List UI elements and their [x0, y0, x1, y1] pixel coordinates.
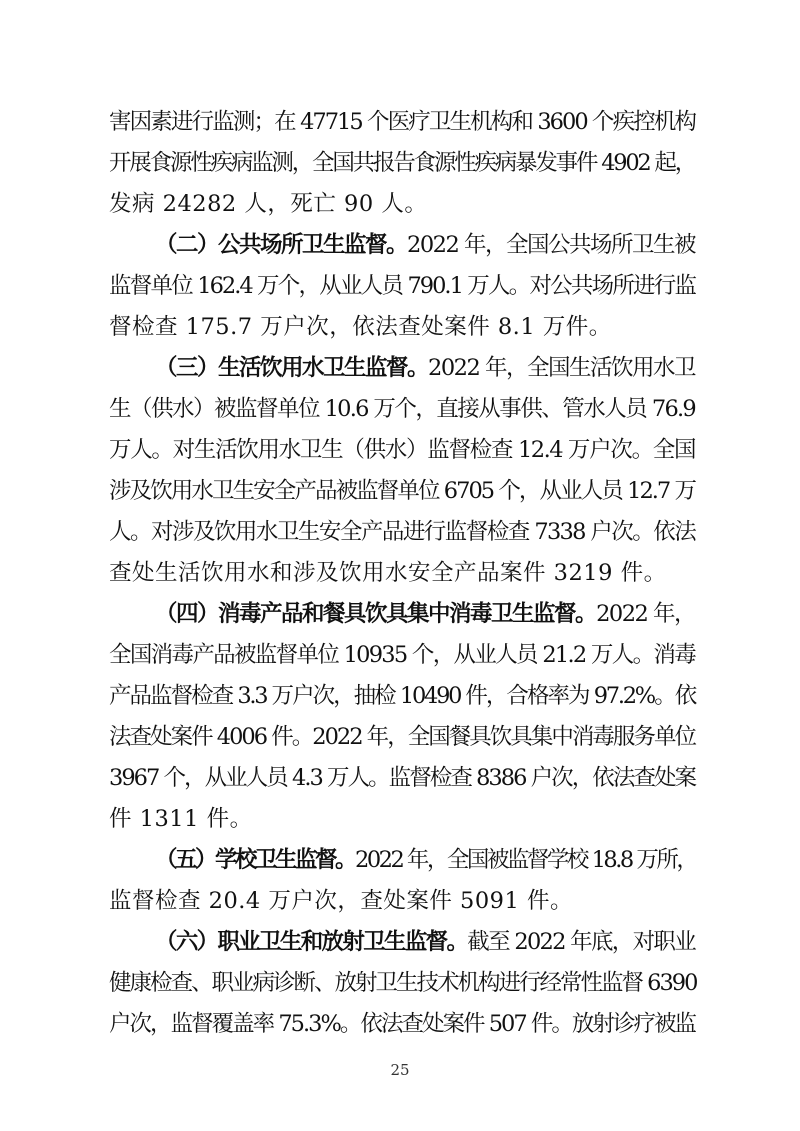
paragraph-line: 户次，监督覆盖率 75.3%。依法查处案件 507 件。放射诊疗被监 — [109, 1011, 695, 1037]
paragraph-line: 发病 24282 人，死亡 90 人。 — [109, 191, 428, 217]
section-heading-line: （二）公共场所卫生监督。2022 年，全国公共场所卫生被 — [155, 232, 695, 258]
paragraph-line: 查处生活饮用水和涉及饮用水安全产品案件 3219 件。 — [109, 560, 667, 586]
paragraph-line: 人。对涉及饮用水卫生安全产品进行监督检查 7338 户次。依法 — [109, 519, 695, 545]
section-heading-school: （五）学校卫生监督。 — [155, 847, 356, 873]
paragraph-line: 监督单位 162.4 万个，从业人员 790.1 万人。对公共场所进行监 — [109, 273, 695, 299]
section-heading-line: （六）职业卫生和放射卫生监督。截至 2022 年底，对职业 — [155, 929, 695, 955]
section-heading-line: （四）消毒产品和餐具饮具集中消毒卫生监督。2022 年， — [155, 601, 695, 627]
page-number: 25 — [390, 1061, 410, 1079]
paragraph-line: 督检查 175.7 万户次，依法查处案件 8.1 万件。 — [109, 314, 612, 340]
paragraph-line: 涉及饮用水卫生安全产品被监督单位 6705 个，从业人员 12.7 万 — [109, 478, 695, 504]
section-heading-line: （五）学校卫生监督。2022 年，全国被监督学校 18.8 万所， — [155, 847, 697, 873]
paragraph-line: 法查处案件 4006 件。2022 年，全国餐具饮具集中消毒服务单位 — [109, 724, 695, 750]
paragraph-line: 监督检查 20.4 万户次，查处案件 5091 件。 — [109, 888, 573, 914]
paragraph-line: 产品监督检查 3.3 万户次，抽检 10490 件，合格率为 97.2%。依 — [109, 683, 695, 709]
section-heading-public-places: （二）公共场所卫生监督。 — [155, 232, 408, 258]
section-heading-disinfection: （四）消毒产品和餐具饮具集中消毒卫生监督。 — [155, 601, 597, 627]
paragraph-line: 害因素进行监测；在 47715 个医疗卫生机构和 3600 个疾控机构 — [109, 109, 695, 135]
paragraph-line: 健康检查、职业病诊断、放射卫生技术机构进行经常性监督 6390 — [109, 970, 697, 996]
section-heading-occupational: （六）职业卫生和放射卫生监督。 — [155, 929, 468, 955]
paragraph-line: 全国消毒产品被监督单位 10935 个，从业人员 21.2 万人。消毒 — [109, 642, 695, 668]
paragraph-line: 万人。对生活饮用水卫生（供水）监督检查 12.4 万户次。全国 — [109, 437, 695, 463]
paragraph-line: 件 1311 件。 — [109, 806, 253, 832]
section-heading-line: （三）生活饮用水卫生监督。2022 年，全国生活饮用水卫 — [155, 355, 695, 381]
paragraph-line: 3967 个，从业人员 4.3 万人。监督检查 8386 户次，依法查处案 — [109, 765, 695, 791]
paragraph-line: 开展食源性疾病监测，全国共报告食源性疾病暴发事件 4902 起， — [109, 150, 695, 176]
section-heading-drinking-water: （三）生活饮用水卫生监督。 — [155, 355, 429, 381]
paragraph-line: 生（供水）被监督单位 10.6 万个，直接从事供、管水人员 76.9 — [109, 396, 695, 422]
